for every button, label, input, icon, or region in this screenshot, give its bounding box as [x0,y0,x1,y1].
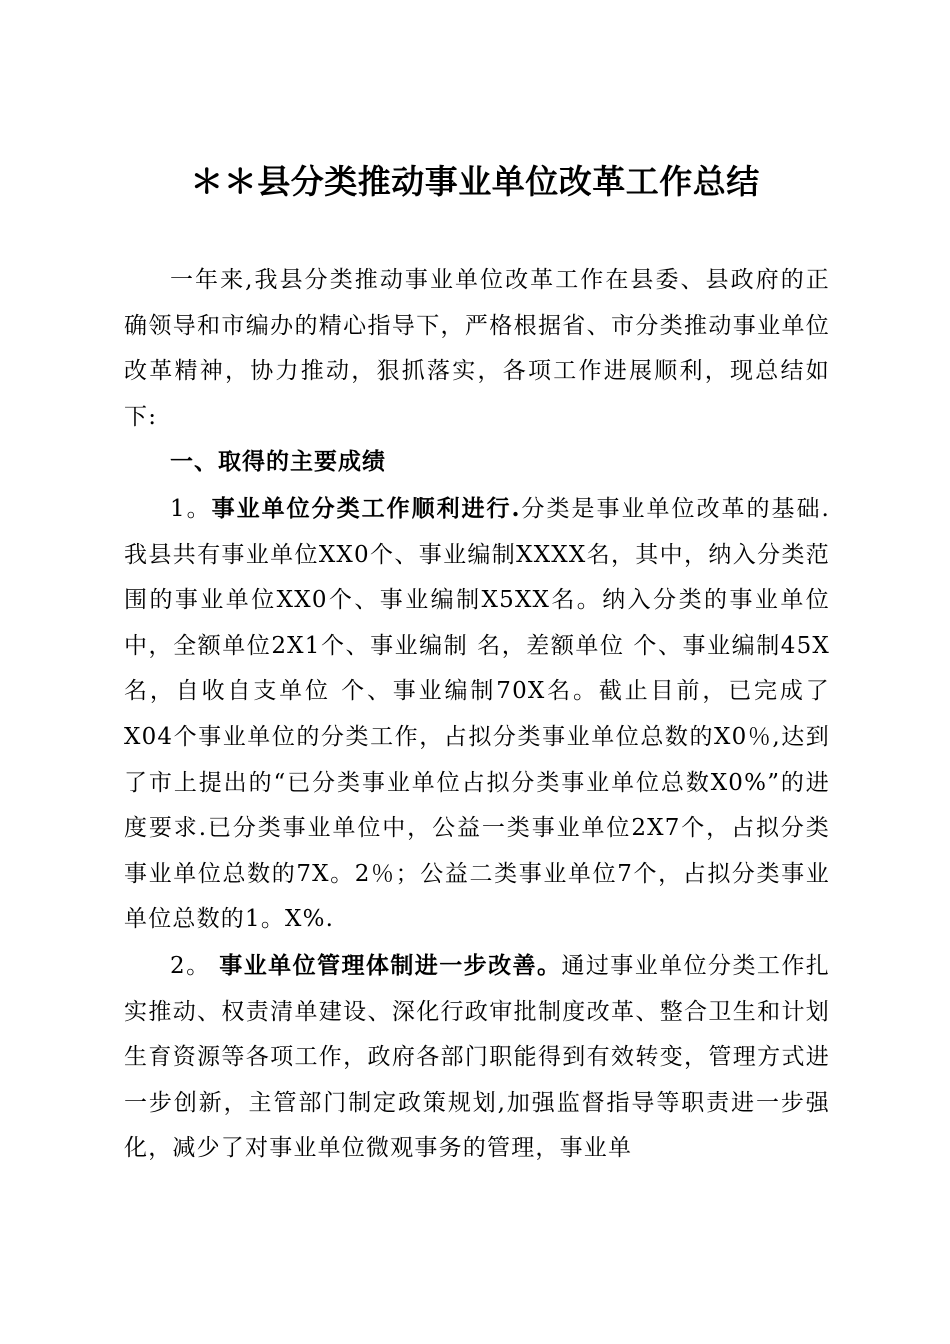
section-heading-achievements: 一、取得的主要成绩 [170,449,386,476]
item-2-lead: 事业单位管理体制进一步改善。 [219,951,562,979]
item-1-number: 1。 [170,495,212,522]
intro-paragraph: 一年来,我县分类推动事业单位改革工作在县委、县政府的正确领导和市编办的精心指导下，严格根据省、市分类推动事业单位改革精神，协力推动，狠抓落实，各项工作进展顺利，现总结如下: [124,267,830,430]
document-body [124,258,830,1172]
item-1-text: 分类是事业单位改革的基础.我县共有事业单位XX0个、事业编制XXXX名，其中，纳入分类范围的事业单位XX0个、事业编制X5XX名。纳入分类的事业单位中，全额单位2X1个、事业编制 名，差额单位 个、事业编制45X名，自收自支单位 个、事业编制70X名。截止目前，已完成了X04个事业单位的分类工作，占拟分类事业单位总数的X0％,达到了市上提出的“已分类事业单位占拟分类事业单位总数X0%”的进度要求.已分类事业单位中，公益一类事业单位2X7个，占拟分类事业单位总数的7X。2％；公益二类事业单位7个，占拟分类事业单位总数的1。X%. [124,495,830,933]
item-2-paragraph [124,943,830,1172]
item-2-text: 通过事业单位分类工作扎实推动、权责清单建设、深化行政审批制度改革、整合卫生和计划生育资源等各项工作，政府各部门职能得到有效转变，管理方式进一步创新，主管部门制定政策规划,加强监督指导等职责进一步强化，减少了对事业单位微观事务的管理，事业单 [124,952,830,1162]
item-1-paragraph [124,486,830,943]
item-1-lead: 事业单位分类工作顺利进行. [211,494,521,522]
item-2-number: 2。 [170,952,211,979]
document-title: ＊＊县分类推动事业单位改革工作总结 [190,162,760,201]
